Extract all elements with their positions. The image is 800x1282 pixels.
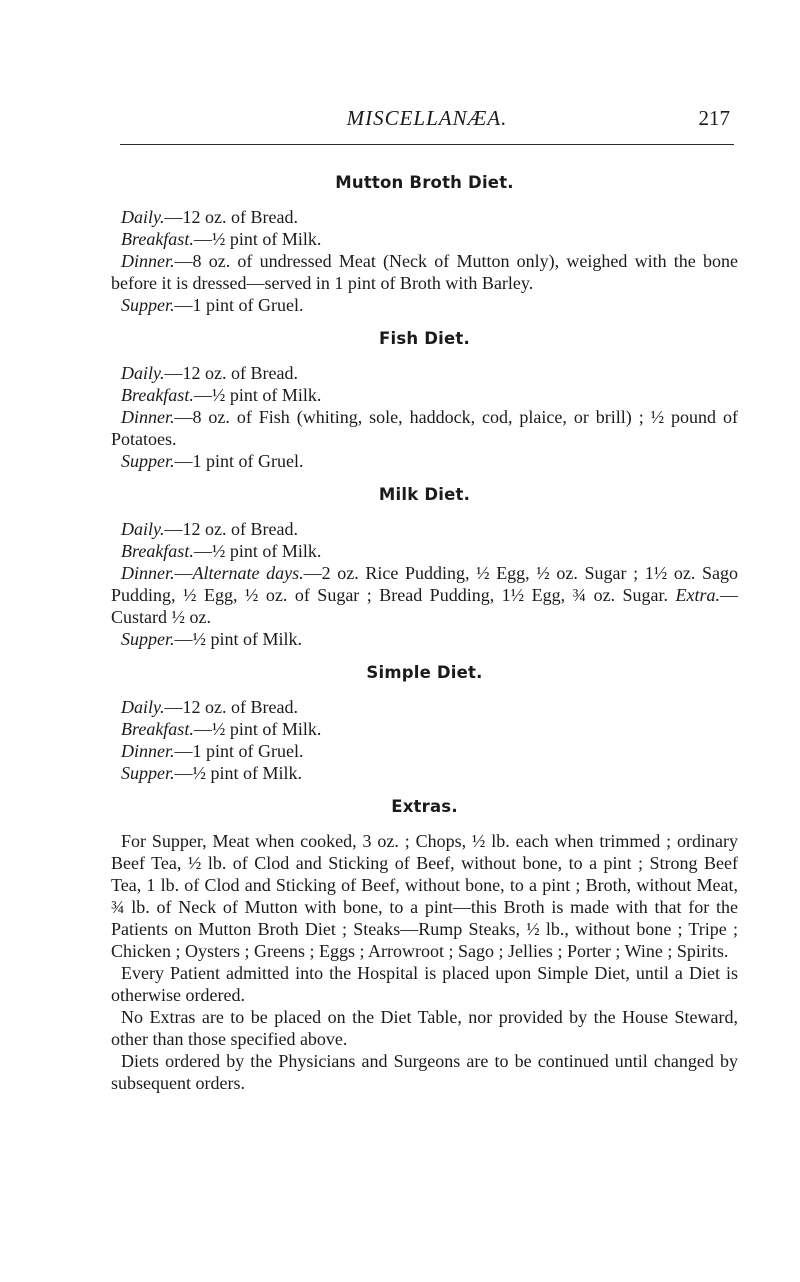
- diet-line: Supper.—½ pint of Milk.: [121, 629, 303, 649]
- diet-line: Supper.—1 pint of Gruel.: [121, 295, 304, 315]
- running-head-title: MISCELLANÆA.: [346, 106, 508, 130]
- diet-line: Daily.—12 oz. of Bread.: [121, 363, 298, 383]
- diet-line: Daily.—12 oz. of Bread.: [121, 207, 298, 227]
- running-head: [120, 106, 734, 136]
- extras-paragraph: No Extras are to be placed on the Diet Table, nor provided by the House Steward, other than those specified above.: [111, 1007, 738, 1049]
- diet-line: Supper.—½ pint of Milk.: [121, 763, 303, 783]
- diet-line: Dinner.—1 pint of Gruel.: [121, 741, 304, 761]
- diet-line: Daily.—12 oz. of Bread.: [121, 519, 298, 539]
- diet-line: Breakfast.—½ pint of Milk.: [121, 541, 322, 561]
- diet-line: Dinner.—Alternate days.—2 oz. Rice Pudding, ½ Egg, ½ oz. Sugar ; 1½ oz. Sago Pudding, ½ Egg, ½ oz. of Sugar ; Bread Pudding, 1½ Egg, ¾ oz. Sugar. Extra.—Custard ½ oz.: [111, 563, 738, 627]
- section-heading-milk: Milk Diet.: [378, 485, 471, 504]
- extras-paragraph: Diets ordered by the Physicians and Surgeons are to be continued until changed by subsequent orders.: [111, 1051, 738, 1093]
- page-number: 217: [698, 106, 730, 130]
- diet-line: Breakfast.—½ pint of Milk.: [121, 385, 322, 405]
- diet-line: Dinner.—8 oz. of undressed Meat (Neck of Mutton only), weighed with the bone before it is dressed—served in 1 pint of Broth with Barley.: [111, 251, 738, 293]
- diet-line: Breakfast.—½ pint of Milk.: [121, 229, 322, 249]
- header-rule: [120, 144, 734, 145]
- section-heading-fish: Fish Diet.: [379, 329, 470, 348]
- diet-line: Breakfast.—½ pint of Milk.: [121, 719, 322, 739]
- extras-paragraph: For Supper, Meat when cooked, 3 oz. ; Chops, ½ lb. each when trimmed ; ordinary Beef Tea, ½ lb. of Clod and Sticking of Beef, without bone, to a pint ; Strong Beef Tea, 1 lb. of Clod and Sticking of Beef, without bone, to a pint ; Broth, without Meat, ¾ lb. of Neck of Mutton with bone, to a pint—this Broth is made with that for the Patients on Mutton Broth Diet ; Steaks—Rump Steaks, ½ lb., without bone ; Tripe ; Chicken ; Oysters ; Greens ; Eggs ; Arrowroot ; Sago ; Jellies ; Porter ; Wine ; Spirits.: [111, 831, 738, 961]
- page-body: [111, 172, 738, 1094]
- section-heading-extras: Extras.: [391, 797, 458, 816]
- section-heading-mutton-broth: Mutton Broth Diet.: [335, 173, 514, 192]
- diet-line: Daily.—12 oz. of Bread.: [121, 697, 298, 717]
- section-heading-simple: Simple Diet.: [366, 663, 483, 682]
- extras-paragraph: Every Patient admitted into the Hospital is placed upon Simple Diet, until a Diet is otherwise ordered.: [111, 963, 738, 1005]
- diet-line: Supper.—1 pint of Gruel.: [121, 451, 304, 471]
- diet-line: Dinner.—8 oz. of Fish (whiting, sole, haddock, cod, plaice, or brill) ; ½ pound of Potatoes.: [111, 407, 738, 449]
